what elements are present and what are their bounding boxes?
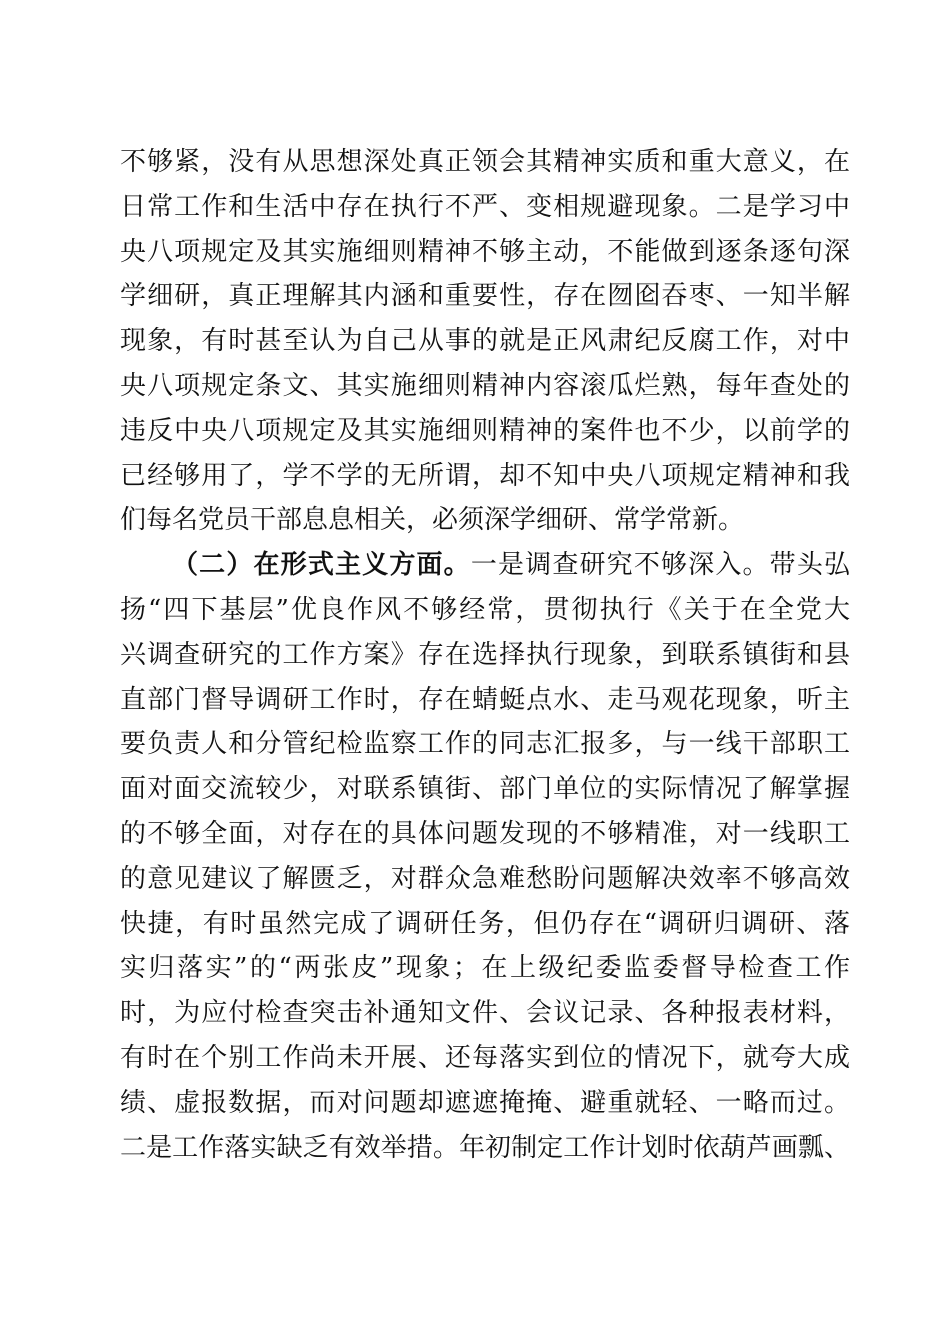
section-heading-line xyxy=(120,543,850,588)
paragraph-line: 要负责人和分管纪检监察工作的同志汇报多，与一线干部职工 xyxy=(120,729,850,760)
paragraph-line: 直部门督导调研工作时，存在蜻蜓点水、走马观花现象，听主 xyxy=(120,684,850,715)
paragraph-line: 实归落实”的“两张皮”现象；在上级纪委监委督导检查工作 xyxy=(120,953,850,984)
paragraph-line: 扬“四下基层”优良作风不够经常，贯彻执行《关于在全党大 xyxy=(120,594,850,625)
paragraph-line: 面对面交流较少，对联系镇街、部门单位的实际情况了解掌握 xyxy=(120,774,850,805)
section-heading-rest: 一是调查研究不够深入。带头弘 xyxy=(470,550,850,581)
paragraph-line: 央八项规定及其实施细则精神不够主动，不能做到逐条逐句深 xyxy=(120,236,850,267)
paragraph-line: 快捷，有时虽然完成了调研任务，但仍存在“调研归调研、落 xyxy=(120,908,850,939)
paragraph-line: 央八项规定条文、其实施细则精神内容滚瓜烂熟，每年查处的 xyxy=(120,370,850,401)
paragraph-line: 已经够用了，学不学的无所谓，却不知中央八项规定精神和我 xyxy=(120,460,850,491)
paragraph-line: 学细研，真正理解其内涵和重要性，存在囫囵吞枣、一知半解 xyxy=(120,281,850,312)
document-body xyxy=(120,140,850,1170)
paragraph-line: 现象，有时甚至认为自己从事的就是正风肃纪反腐工作，对中 xyxy=(120,326,850,357)
paragraph-line: 违反中央八项规定及其实施细则精神的案件也不少，以前学的 xyxy=(120,415,850,446)
paragraph-line: 不够紧，没有从思想深处真正领会其精神实质和重大意义，在 xyxy=(120,147,850,177)
paragraph-line: 们每名党员干部息息相关，必须深学细研、常学常新。 xyxy=(120,505,745,536)
paragraph-line: 日常工作和生活中存在执行不严、变相规避现象。二是学习中 xyxy=(120,191,850,222)
paragraph-line: 兴调查研究的工作方案》存在选择执行现象，到联系镇街和县 xyxy=(120,639,850,670)
paragraph-line: 有时在个别工作尚未开展、还每落实到位的情况下，就夸大成 xyxy=(120,1042,850,1073)
paragraph-line: 二是工作落实缺乏有效举措。年初制定工作计划时依葫芦画瓢、 xyxy=(120,1132,850,1163)
paragraph-line: 绩、虚报数据，而对问题却遮遮掩掩、避重就轻、一略而过。 xyxy=(120,1087,850,1118)
paragraph-line: 时，为应付检查突击补通知文件、会议记录、各种报表材料， xyxy=(120,998,850,1029)
paragraph-line: 的意见建议了解匮乏，对群众急难愁盼问题解决效率不够高效 xyxy=(120,863,850,894)
section-heading: （二）在形式主义方面。 xyxy=(172,550,471,581)
paragraph-line: 的不够全面，对存在的具体问题发现的不够精准，对一线职工 xyxy=(120,818,850,849)
